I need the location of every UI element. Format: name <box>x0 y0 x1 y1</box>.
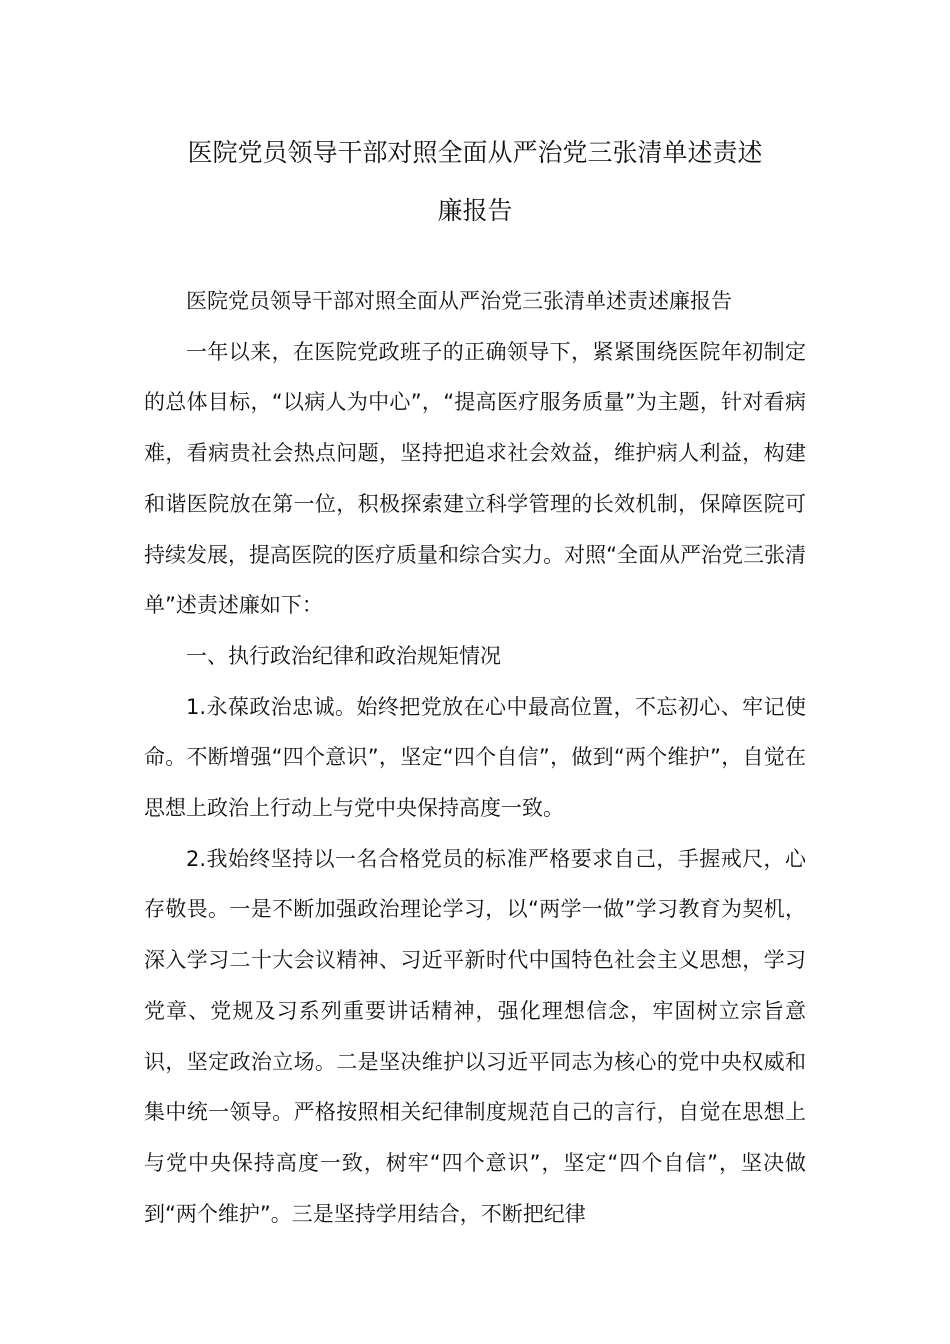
document-body <box>144 276 806 1239</box>
document-title <box>144 124 806 240</box>
section-heading: 一、执行政治纪律和政治规矩情况 <box>186 643 501 668</box>
title-line-1: 医院党员领导干部对照全面从严治党三张清单述责述 <box>187 138 763 167</box>
body-paragraph-item-1: 1.永葆政治忠诚。始终把党放在心中最高位置，不忘初心、牢记使命。不断增强“四个意识”，坚定“四个自信”，做到“两个维护”，自觉在思想上政治上行动上与党中央保持高度一致。 <box>144 694 806 821</box>
body-paragraph-item-2: 2.我始终坚持以一名合格党员的标准严格要求自己，手握戒尺，心存敬畏。一是不断加强政治理论学习，以“两学一做”学习教育为契机，深入学习二十大会议精神、习近平新时代中国特色社会主义思想，学习党章、党规及习系列重要讲话精神，强化理想信念，牢固树立宗旨意识，坚定政治立场。二是坚决维护以习近平同志为核心的党中央权威和集中统一领导。严格按照相关纪律制度规范自己的言行，自觉在思想上与党中央保持高度一致，树牢“四个意识”，坚定“四个自信”，坚决做到“两个维护”。三是坚持学用结合，不断把纪律 <box>144 846 806 1226</box>
body-paragraph-intro: 一年以来，在医院党政班子的正确领导下，紧紧围绕医院年初制定的总体目标，“以病人为中心”，“提高医疗服务质量”为主题，针对看病难，看病贵社会热点问题，坚持把追求社会效益，维护病人利益，构建和谐医院放在第一位，积极探索建立科学管理的长效机制，保障医院可持续发展，提高医院的医疗质量和综合实力。对照“全面从严治党三张清单”述责述廉如下： <box>144 339 806 618</box>
body-paragraph-subtitle: 医院党员领导干部对照全面从严治党三张清单述责述廉报告 <box>186 289 732 313</box>
title-line-2: 廉报告 <box>437 196 513 225</box>
